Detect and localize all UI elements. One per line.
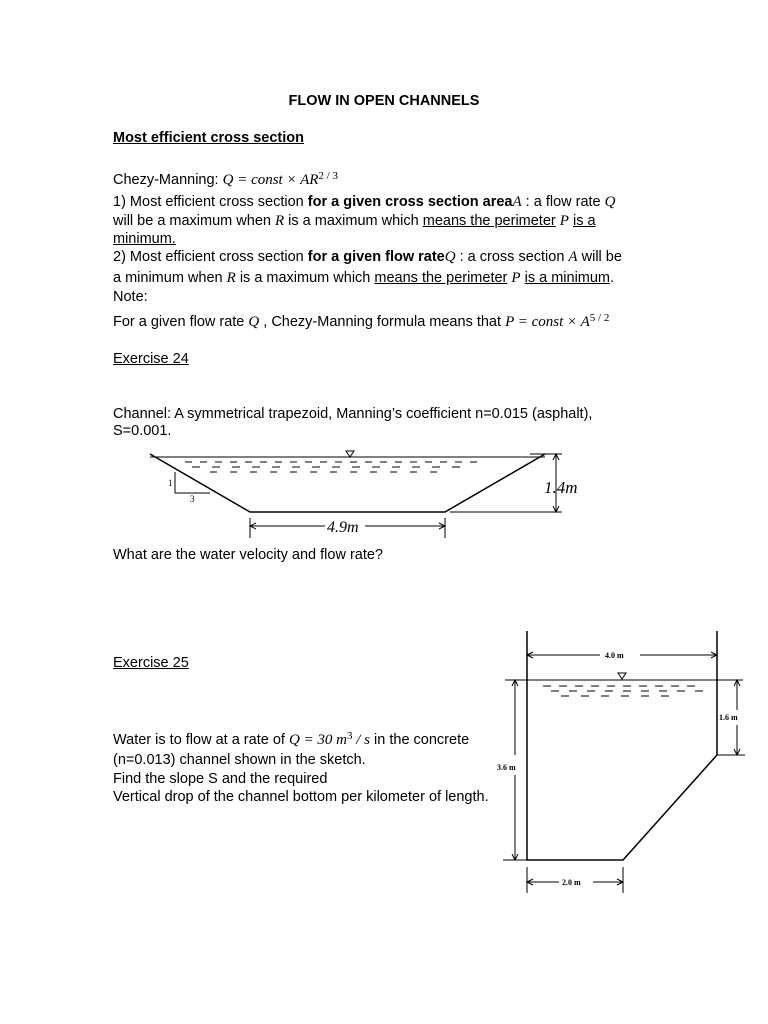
text: a minimum when	[113, 270, 227, 286]
bold-text: for a given cross section area	[307, 194, 513, 210]
concrete-channel-figure	[495, 625, 755, 895]
channel-outline	[150, 454, 545, 512]
exercise-24-line2: S=0.001.	[113, 423, 172, 439]
chezy-exponent: 2 / 3	[318, 170, 338, 182]
surface-marker-icon	[618, 673, 626, 679]
variable-R: R	[226, 270, 236, 286]
bold-text: for a given flow rate	[307, 249, 445, 265]
text: Water is to flow at a rate of	[113, 732, 289, 748]
variable-A: A	[512, 194, 522, 210]
point2-line2	[113, 270, 614, 287]
slope-triangle	[175, 472, 210, 493]
top-width-label: 4.0 m	[605, 651, 624, 660]
text: will be a maximum when	[113, 213, 275, 229]
text: , Chezy-Manning formula means that	[259, 314, 506, 330]
chezy-label: Chezy-Manning:	[113, 172, 219, 188]
text: will be	[577, 249, 622, 265]
variable-Q: Q	[444, 249, 456, 265]
point2-line1	[113, 249, 622, 266]
text: is a maximum which	[284, 213, 423, 229]
underlined-text: is a	[572, 213, 596, 229]
chezy-line	[113, 172, 338, 189]
flow-rate-unit: / s	[352, 732, 371, 748]
bottom-width-label: 2.0 m	[562, 878, 581, 887]
text: For a given flow rate	[113, 314, 249, 330]
exercise-25-line1	[113, 732, 469, 749]
chezy-formula: Q = const × AR	[222, 172, 319, 188]
exercise-25-line2: (n=0.013) channel shown in the sketch.	[113, 752, 366, 768]
flow-rate-formula: Q = 30 m	[288, 732, 347, 748]
note-exponent: 5 / 2	[589, 312, 610, 324]
section-heading: Most efficient cross section	[113, 130, 304, 146]
variable-A: A	[568, 249, 578, 265]
width-label: 4.9m	[327, 519, 359, 536]
exercise-25-line4: Vertical drop of the channel bottom per kilometer of length.	[113, 789, 489, 805]
surface-marker-icon	[346, 451, 354, 457]
point1-line2	[113, 213, 596, 230]
underlined-text: means the perimeter	[374, 270, 508, 286]
exercise-25-line3: Find the slope S and the required	[113, 771, 328, 787]
variable-Q: Q	[604, 194, 616, 210]
flow-rate-exponent: 3	[347, 730, 353, 742]
text: 2) Most efficient cross section	[113, 249, 308, 265]
trapezoid-channel-figure	[120, 446, 590, 546]
text: : a flow rate	[521, 194, 605, 210]
exercise-24-line1: Channel: A symmetrical trapezoid, Manning’s coefficient n=0.015 (asphalt),	[113, 406, 593, 422]
text: in the concrete	[370, 732, 470, 748]
variable-Q: Q	[248, 314, 260, 330]
text: : a cross section	[455, 249, 569, 265]
point1-line1	[113, 194, 616, 211]
depth-label: 1.4m	[544, 478, 578, 497]
slope-label-1: 1	[168, 478, 173, 488]
underlined-text: means the perimeter	[422, 213, 556, 229]
note-formula: P = const × A	[505, 314, 590, 330]
variable-P: P	[511, 270, 521, 286]
right-height-label: 1.6 m	[719, 713, 738, 722]
underlined-text: minimum.	[113, 231, 176, 247]
exercise-24-heading: Exercise 24	[113, 351, 189, 367]
note-line	[113, 314, 609, 331]
slope-label-3: 3	[190, 494, 195, 504]
text: is a maximum which	[235, 270, 375, 286]
left-height-label: 3.6 m	[497, 763, 516, 772]
underlined-text: is a minimum	[524, 270, 611, 286]
point1-line3	[113, 231, 176, 248]
exercise-24-question: What are the water velocity and flow rate?	[113, 547, 383, 563]
text: .	[610, 270, 615, 286]
channel-outline	[527, 631, 717, 860]
exercise-25-heading: Exercise 25	[113, 655, 189, 671]
variable-P: P	[559, 213, 569, 229]
variable-R: R	[274, 213, 285, 229]
text: 1) Most efficient cross section	[113, 194, 308, 210]
note-label: Note:	[113, 289, 148, 305]
page-title: FLOW IN OPEN CHANNELS	[288, 93, 480, 109]
